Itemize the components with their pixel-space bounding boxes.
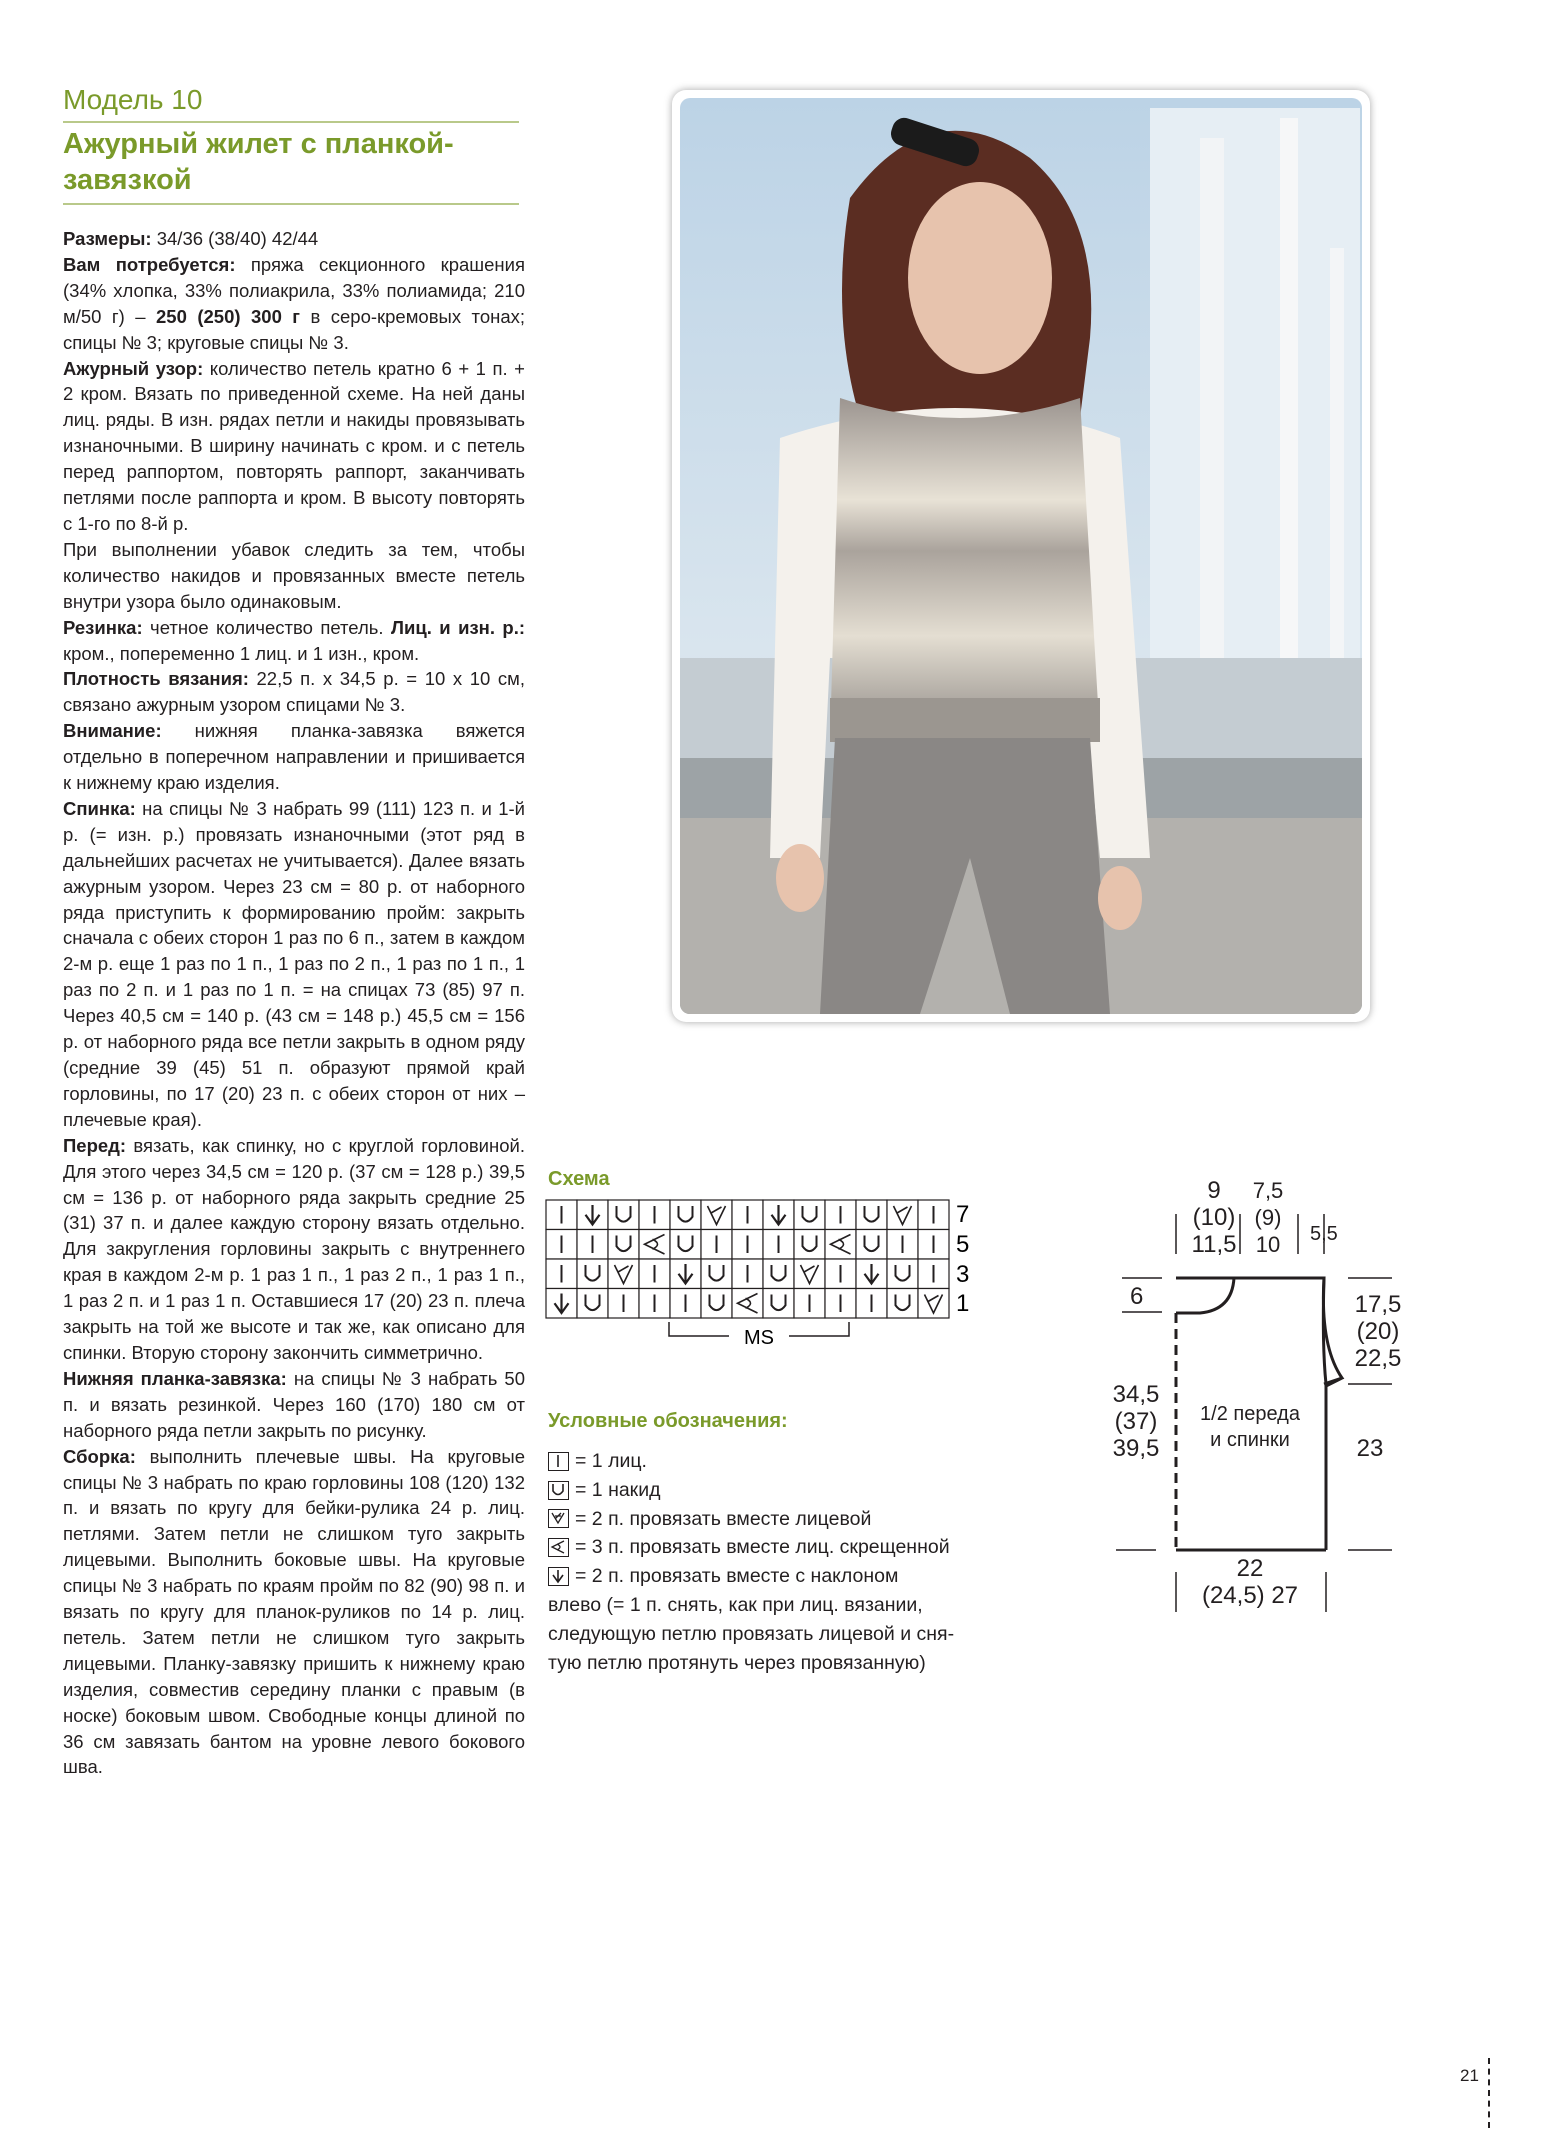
legend-list: [548, 1447, 1018, 1677]
k3tog-cell: [639, 1230, 670, 1260]
stitch-chart: [544, 1198, 974, 1358]
model-photo: [680, 98, 1362, 1014]
legend-continuation-3: тую петлю протянуть через провязанную): [548, 1651, 926, 1674]
shoulder-1: 7,5: [1252, 1178, 1284, 1203]
knit-cell: [856, 1289, 887, 1319]
knit-cell: [825, 1289, 856, 1319]
yarn-over-icon: [548, 1481, 569, 1500]
legend-item: = 1 накид: [548, 1476, 1018, 1505]
yarn-over-cell: [701, 1289, 732, 1319]
lace-paragraph: Ажурный узор: количество петель кратно 6 + 1 п. + 2 кром. Вязать по приведенной схеме. На ней даны лиц. ряды. В изн. рядах петли и накиды провязывать изнаночными. В ширину начинать с кром. и с петель перед раппортом, повторять раппорт, заканчивать петлями после раппорта и кром. В высоту повторять с 1-го по 8-й р.: [63, 357, 525, 534]
legend-item: = 1 лиц.: [548, 1447, 1018, 1476]
k2tog-icon: [548, 1509, 569, 1528]
k3tog-cell: [825, 1230, 856, 1260]
neck-width-1: 9: [1207, 1177, 1221, 1204]
bottom-width-1: 22: [1236, 1555, 1264, 1582]
knit-icon: [548, 1452, 569, 1471]
knit-cell: [701, 1230, 732, 1260]
k3tog-cell: [732, 1289, 763, 1319]
decrease-note-paragraph: При выполнении убавок следить за тем, чтобы количество накидов и провязанных вместе петель внутри узора было одинаковым.: [63, 538, 525, 612]
legend-title: Условные обозначения:: [548, 1410, 788, 1432]
yarn-over-cell: [670, 1200, 701, 1230]
back-paragraph: Спинка: на спицы № 3 набрать 99 (111) 123 п. и 1-й р. (= изн. р.) провязать изнаночными (этот ряд в дальнейших расчетах не учитывается). Далее вязать ажурным узором. Через 23 см = 80 р. от наборного ряда приступить к формированию пройм: закрыть сначала с обеих сторон 1 раз по 6 п., затем в каждом 2-м р. еще 1 раз по 1 п., 1 раз по 2 п., 1 раз по 1 п., 1 раз по 2 п. и 1 раз по 1 п. = на спицах 73 (85) 97 п. Через 40,5 см = 140 р. (43 см = 148 р.) 45,5 см = 156 р. от наборного ряда все петли закрыть в одном ряду (средние 39 (45) 51 п. образуют прямой край горловины, по 17 (20) 23 п. с обеих сторон от них – плечевые края).: [63, 797, 525, 1130]
knit-cell: [732, 1259, 763, 1289]
knit-cell: [639, 1200, 670, 1230]
k2tog-cell: [887, 1200, 918, 1230]
sizes-paragraph: Размеры: 34/36 (38/40) 42/44: [63, 228, 319, 249]
repeat-label: MS: [744, 1327, 774, 1349]
legend-item: = 2 п. провязать вместе лицевой: [548, 1505, 1018, 1534]
page-title: Ажурный жилет с планкой-завязкой: [63, 128, 454, 196]
instructions-column: [63, 226, 525, 1780]
knit-cell: [732, 1200, 763, 1230]
yarn-over-cell: [701, 1259, 732, 1289]
neck-width-2: (10): [1192, 1204, 1236, 1231]
yarn-over-cell: [887, 1289, 918, 1319]
row-number-1: 1: [956, 1290, 970, 1317]
knit-cell: [918, 1200, 949, 1230]
page-edge-mark: [1488, 2058, 1490, 2128]
title-rule-top: [63, 121, 519, 123]
yarn-over-cell: [577, 1259, 608, 1289]
bottom-width-2: (24,5) 27: [1201, 1582, 1299, 1609]
knit-cell: [546, 1230, 577, 1260]
armhole-height-3: 22,5: [1354, 1345, 1402, 1372]
center-label-2: и спинки: [1210, 1429, 1290, 1451]
shoulder-2: (9): [1254, 1205, 1282, 1230]
yarn-over-cell: [794, 1200, 825, 1230]
total-height-3: 39,5: [1112, 1435, 1160, 1462]
side-height: 23: [1356, 1435, 1384, 1462]
yarn-over-cell: [856, 1230, 887, 1260]
rib-paragraph: Резинка: четное количество петель. Лиц. и изн. р.: кром., попеременно 1 лиц. и 1 изн., кром.: [63, 616, 525, 664]
legend-continuation-1: влево (= 1 п. снять, как при лиц. вязании,: [548, 1593, 923, 1616]
knit-cell: [763, 1230, 794, 1260]
knit-cell: [825, 1200, 856, 1230]
knit-cell: [918, 1230, 949, 1260]
tie-paragraph: Нижняя планка-завязка: на спицы № 3 набрать 50 п. и вязать резинкой. Через 160 (170) 180 см от наборного ряда петли закрыть по рисунку.: [63, 1367, 525, 1441]
yarn-over-cell: [763, 1259, 794, 1289]
total-height-2: (37): [1114, 1408, 1158, 1435]
yarn-over-cell: [577, 1289, 608, 1319]
knit-cell: [918, 1259, 949, 1289]
yarn-over-cell: [856, 1200, 887, 1230]
knit-cell: [732, 1230, 763, 1260]
knit-cell: [639, 1289, 670, 1319]
k3tog-tbl-icon: [548, 1538, 569, 1557]
yarn-over-cell: [608, 1230, 639, 1260]
model-label: Модель 10: [63, 84, 203, 115]
knit-cell: [546, 1259, 577, 1289]
center-label-1: 1/2 переда: [1200, 1403, 1300, 1425]
total-height-1: 34,5: [1112, 1381, 1160, 1408]
title-rule-bottom: [63, 203, 519, 205]
gauge-paragraph: Плотность вязания: 22,5 п. х 34,5 р. = 10 х 10 см, связано ажурным узором спицами № 3.: [63, 668, 525, 716]
row-number-3: 3: [956, 1261, 970, 1288]
materials-paragraph: Вам потребуется: пряжа секционного крашения (34% хлопка, 33% полиакрила, 33% полиамида; 210 м/50 г) – 250 (250) 300 г в серо-кремовых тонах; спицы № 3; круговые спицы № 3.: [63, 253, 525, 353]
armhole-height-2: (20): [1356, 1318, 1400, 1345]
k2tog-cell: [794, 1259, 825, 1289]
page-number: 21: [1460, 2066, 1479, 2085]
model-photo-frame: [672, 90, 1370, 1022]
front-paragraph: Перед: вязать, как спинку, но с круглой горловиной. Для этого через 34,5 см = 120 р. (37 см = 128 р.) 39,5 см = 136 р. от наборного ряда закрыть средние 25 (31) 37 п. и далее каждую сторону вязать отдельно. Для закругления горловины закрыть с внутреннего края в каждом 2-м р. 1 раз 1 п., 1 раз 2 п., 1 раз 1 п., 1 раз 2 п. и 1 раз 1 п. Оставшиеся 17 (20) 23 п. плеча закрыть на той же высоте и так же, как описано для спинки. Вторую сторону закончить симметрично.: [63, 1134, 525, 1363]
armhole-inset: 5,5: [1310, 1223, 1338, 1245]
row-number-7: 7: [956, 1201, 970, 1228]
attention-paragraph: Внимание: нижняя планка-завязка вяжется отдельно в поперечном направлении и пришивается к нижнему краю изделия.: [63, 720, 525, 794]
chart-grid: [546, 1200, 949, 1318]
knit-cell: [670, 1289, 701, 1319]
yarn-over-cell: [887, 1259, 918, 1289]
repeat-bracket: [669, 1322, 849, 1349]
ssk-cell: [856, 1259, 887, 1289]
yarn-over-cell: [670, 1230, 701, 1260]
knit-cell: [639, 1259, 670, 1289]
k2tog-cell: [608, 1259, 639, 1289]
knit-cell: [577, 1230, 608, 1260]
k2tog-cell: [701, 1200, 732, 1230]
legend-item: = 2 п. провязать вместе с наклоном: [548, 1562, 1018, 1591]
row-number-labels: [956, 1201, 969, 1317]
neck-width-3: 11,5: [1191, 1231, 1237, 1258]
armhole-height-1: 17,5: [1354, 1291, 1402, 1318]
ssk-cell: [546, 1289, 577, 1319]
k2tog-cell: [918, 1289, 949, 1319]
scheme-title: Схема: [548, 1168, 610, 1190]
row-number-5: 5: [956, 1231, 970, 1258]
knit-cell: [794, 1289, 825, 1319]
yarn-over-cell: [763, 1289, 794, 1319]
knit-cell: [887, 1230, 918, 1260]
neck-depth: 6: [1130, 1283, 1144, 1310]
ssk-cell: [670, 1259, 701, 1289]
knit-cell: [546, 1200, 577, 1230]
ssk-icon: [548, 1567, 569, 1586]
knit-cell: [825, 1259, 856, 1289]
legend-continuation-2: следующую петлю провязать лицевой и сня-: [548, 1622, 955, 1645]
knit-cell: [608, 1289, 639, 1319]
shoulder-3: 10: [1255, 1232, 1281, 1257]
ssk-cell: [763, 1200, 794, 1230]
legend-item: = 3 п. провязать вместе лиц. скрещенной: [548, 1533, 1018, 1562]
yarn-over-cell: [608, 1200, 639, 1230]
yarn-over-cell: [794, 1230, 825, 1260]
garment-pattern-diagram: [1110, 1170, 1440, 1620]
ssk-cell: [577, 1200, 608, 1230]
assembly-paragraph: Сборка: выполнить плечевые швы. На круговые спицы № 3 набрать по краю горловины 108 (120) 132 п. и вязать по кругу для бейки-рулика 24 р. лиц. петлями. Затем петли не слишком туго закрыть лицевыми. Выполнить боковые швы. На круговые спицы № 3 набрать по краям пройм по 82 (90) 98 п. и вязать по кругу для планок-руликов по 14 р. лиц. петель. Затем петли не слишком туго закрыть лицевыми. Планку-завязку пришить к нижнему краю изделия, совместив середину планки с правым (в носке) боковым швом. Свободные концы длиной по 36 см завязать бантом на уровне левого бокового шва.: [63, 1445, 525, 1778]
